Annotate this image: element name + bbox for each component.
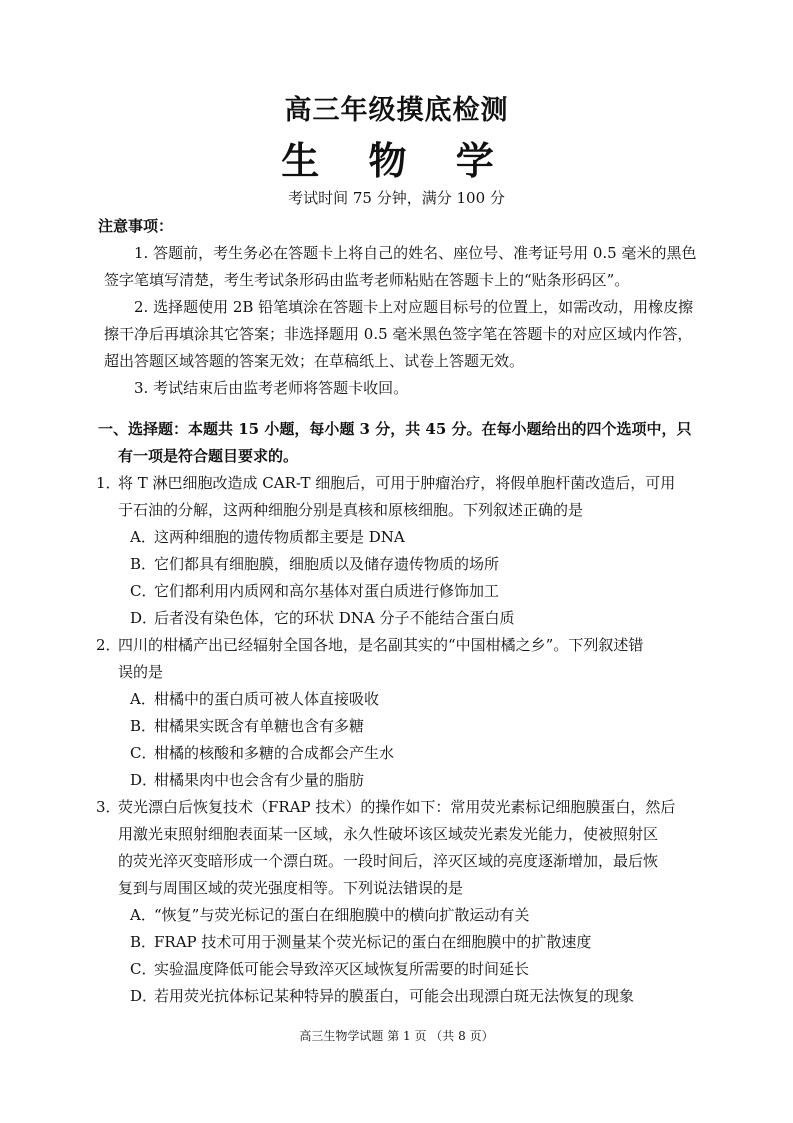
option-a[interactable] <box>104 686 700 713</box>
option-text: 它们都具有细胞膜，细胞质以及储存遗传物质的场所 <box>154 555 500 573</box>
exam-body <box>96 213 700 1010</box>
notice-item-2-line-1: 2. 选择题使用 2B 铅笔填涂在答题卡上对应题目标号的位置上，如需改动，用橡皮擦 <box>134 298 694 316</box>
option-text: 柑橘的核酸和多糖的合成都会产生水 <box>154 744 395 762</box>
option-text: 柑橘果肉中也会含有少量的脂肪 <box>154 771 365 789</box>
notice-item-3: 3. 考试结束后由监考老师将答题卡收回。 <box>134 379 409 397</box>
option-d[interactable] <box>104 767 700 794</box>
option-letter: B． <box>130 717 157 735</box>
option-c[interactable] <box>104 956 700 983</box>
option-a[interactable] <box>104 524 700 551</box>
option-a[interactable] <box>104 902 700 929</box>
question-number: 3． <box>96 798 121 816</box>
option-b[interactable] <box>104 551 700 578</box>
option-text: 柑橘果实既含有单糖也含有多糖 <box>154 717 365 735</box>
question-stem-line: 荧光漂白后恢复技术（FRAP 技术）的操作如下：常用荧光素标记细胞膜蛋白，然后 <box>118 798 676 816</box>
option-text: 实验温度降低可能会导致淬灭区域恢复所需要的时间延长 <box>154 960 530 978</box>
option-letter: A． <box>130 528 156 546</box>
option-letter: A． <box>130 690 156 708</box>
option-text: FRAP 技术可用于测量某个荧光标记的蛋白在细胞膜中的扩散速度 <box>154 933 592 951</box>
question-stem-line: 的荧光淬灭变暗形成一个漂白斑。一段时间后，淬灭区域的亮度逐渐增加，最后恢 <box>118 852 659 870</box>
exam-title: 高三年级摸底检测 <box>284 95 509 126</box>
option-letter: C． <box>130 960 157 978</box>
option-text: 后者没有染色体，它的环状 DNA 分子不能结合蛋白质 <box>154 609 515 627</box>
question-2 <box>96 632 700 794</box>
question-stem-line: 于石油的分解，这两种细胞分别是真核和原核细胞。下列叙述正确的是 <box>118 501 584 519</box>
question-stem-line: 复到与周围区域的荧光强度相等。下列说法错误的是 <box>118 879 464 897</box>
option-b[interactable] <box>104 929 700 956</box>
option-c[interactable] <box>104 740 700 767</box>
question-stem-line: 将 T 淋巴细胞改造成 CAR-T 细胞后，可用于肿瘤治疗，将假单胞杆菌改造后，可用 <box>118 474 676 492</box>
option-text: 它们都利用内质网和高尔基体对蛋白质进行修饰加工 <box>154 582 500 600</box>
notice-item-2-line-3: 超出答题区域答题的答案无效；在草稿纸上、试卷上答题无效。 <box>104 352 525 370</box>
page-footer: 高三生物学试题 第 1 页 （共 8 页） <box>299 1029 494 1043</box>
question-stem-line: 四川的柑橘产出已经辐射全国各地，是名副其实的“中国柑橘之乡”。下列叙述错 <box>118 636 644 654</box>
option-text: 若用荧光抗体标记某种特异的膜蛋白，可能会出现漂白斑无法恢复的现象 <box>154 987 635 1005</box>
question-3 <box>96 794 700 1010</box>
section-heading-line-2: 有一项是符合题目要求的。 <box>118 447 299 465</box>
question-number: 2． <box>96 636 121 654</box>
option-text: 柑橘中的蛋白质可被人体直接吸收 <box>154 690 380 708</box>
notice-item-2-line-2: 擦干净后再填涂其它答案；非选择题用 0.5 毫米黑色签字笔在答题卡的对应区域内作答， <box>104 325 693 343</box>
option-letter: D． <box>130 987 158 1005</box>
option-text: “恢复”与荧光标记的蛋白在细胞膜中的横向扩散运动有关 <box>154 906 530 924</box>
notice-heading: 注意事项： <box>98 217 174 235</box>
section-choice <box>98 416 700 470</box>
option-letter: A． <box>130 906 156 924</box>
option-letter: D． <box>130 771 158 789</box>
option-d[interactable] <box>104 605 700 632</box>
question-number: 1． <box>96 474 121 492</box>
subject-title: 生 物 学 <box>281 138 512 183</box>
notice-item-1-line-2: 签字笔填写清楚，考生考试条形码由监考老师粘贴在答题卡上的“贴条形码区”。 <box>104 271 630 289</box>
option-letter: C． <box>130 582 157 600</box>
option-c[interactable] <box>104 578 700 605</box>
option-d[interactable] <box>104 983 700 1010</box>
option-letter: D． <box>130 609 158 627</box>
question-stem-line: 误的是 <box>118 663 164 681</box>
notice-item-1-line-1: 1. 答题前，考生务必在答题卡上将自己的姓名、座位号、准考证号用 0.5 毫米的黑色 <box>134 244 697 262</box>
option-text: 这两种细胞的遗传物质都主要是 DNA <box>154 528 405 546</box>
option-b[interactable] <box>104 713 700 740</box>
section-heading-line-1: 一、选择题：本题共 15 小题，每小题 3 分，共 45 分。在每小题给出的四个选项中，只 <box>98 420 692 438</box>
exam-info: 考试时间 75 分钟，满分 100 分 <box>288 189 505 207</box>
option-letter: B． <box>130 555 157 573</box>
option-letter: C． <box>130 744 157 762</box>
question-stem-line: 用激光束照射细胞表面某一区域，永久性破坏该区域荧光素发光能力，使被照射区 <box>118 825 659 843</box>
question-1 <box>96 470 700 632</box>
option-letter: B． <box>130 933 157 951</box>
